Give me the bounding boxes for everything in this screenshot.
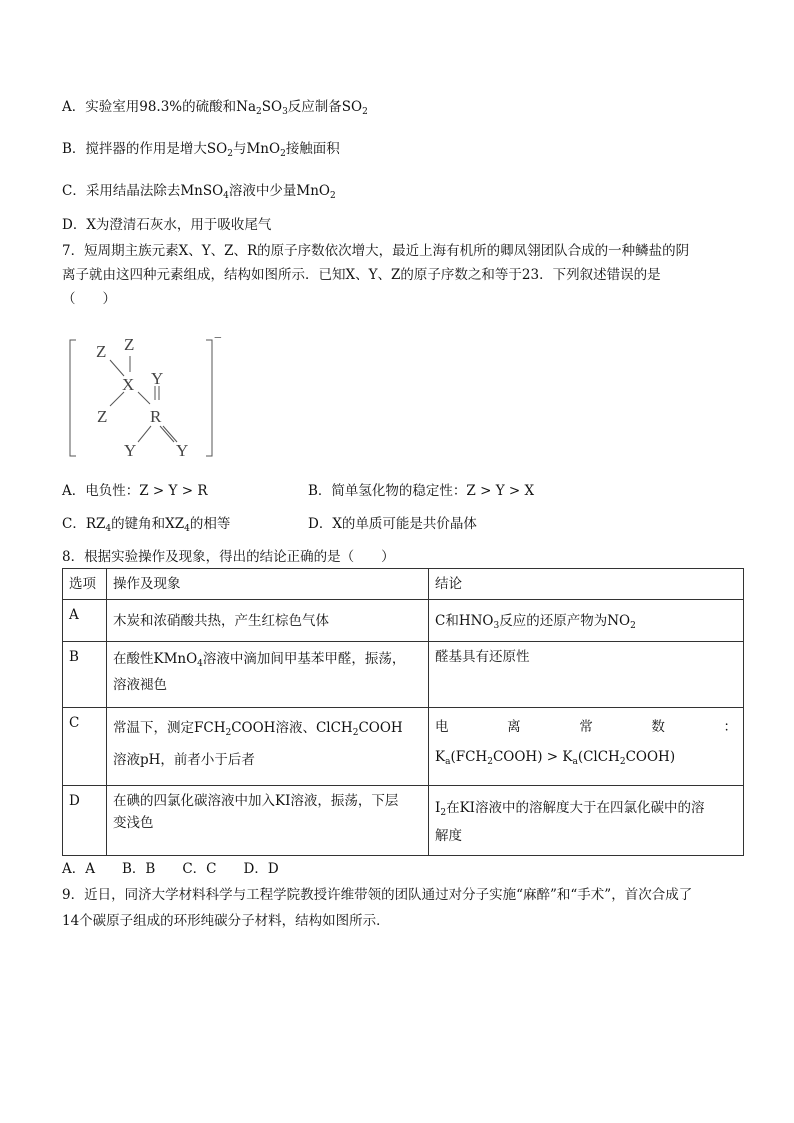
- q7-stem-line3: （ ）: [62, 291, 116, 307]
- table-row: [63, 600, 744, 642]
- struct-atom-z2: Z: [124, 335, 135, 354]
- q6-option-c: C．采用结晶法除去MnSO$_4$溶液中少量MnO$_2$: [62, 183, 336, 201]
- row-b-option: B: [63, 642, 107, 708]
- struct-atom-r: R: [150, 407, 162, 426]
- q7-option-c: C．$RZ_4$的键角和$XZ_4$的相等: [62, 516, 231, 534]
- struct-atom-y2: Y: [124, 441, 137, 460]
- q7-option-d: D．X的单质可能是共价晶体: [308, 516, 477, 532]
- row-d-operation: 在碘的四氯化碳溶液中加入KI溶液，振荡，下层 变浅色: [107, 786, 429, 856]
- q8-stem: 8．根据实验操作及现象，得出的结论正确的是（ ）: [62, 549, 395, 565]
- q9-stem-line2: 14个碳原子组成的环形纯碳分子材料，结构如图所示．: [62, 913, 390, 929]
- struct-atom-y3: Y: [176, 441, 189, 460]
- row-c-operation: 常温下，测定$FCH_2COOH$溶液、ClCH$_2$COOH 溶液pH，前者小于后者: [107, 708, 429, 786]
- q9-stem-line1: 9．近日，同济大学材料科学与工程学院教授许维带领的团队通过对分子实施“麻醉”和“手术”，首次合成了: [62, 887, 693, 903]
- row-c-option: C: [63, 708, 107, 786]
- struct-atom-y1: Y: [151, 369, 164, 388]
- q8-table: [62, 568, 744, 856]
- q6-option-a: A．实验室用98.3%的硫酸和$Na_2SO_3$反应制备$SO_2$: [62, 99, 368, 117]
- header-conclusion: 结论: [429, 569, 744, 600]
- q6-option-d: D．X为澄清石灰水，用于吸收尾气: [62, 217, 272, 233]
- q7-option-a: A．电负性：Z > Y > R: [62, 483, 208, 499]
- q7-stem-line1: 7．短周期主族元素X、Y、Z、R的原子序数依次增大，最近上海有机所的卿凤翎团队合成的一种鳞盐的阴: [62, 243, 690, 259]
- q7-option-b: B．简单氢化物的稳定性：Z > Y > X: [308, 483, 535, 499]
- row-d-conclusion: $I_2$在KI溶液中的溶解度大于在四氯化碳中的溶 解度: [429, 786, 744, 856]
- row-d-option: D: [63, 786, 107, 856]
- anion-structure-diagram: [66, 330, 236, 460]
- table-header-row: [63, 569, 744, 600]
- row-a-option: A: [63, 600, 107, 642]
- row-b-conclusion: 醛基具有还原性: [429, 642, 744, 708]
- struct-charge: −: [214, 331, 222, 346]
- table-row: [63, 642, 744, 708]
- table-row: [63, 708, 744, 786]
- table-row: [63, 786, 744, 856]
- row-b-operation: 在酸性KMnO$_4$溶液中滴加间甲基苯甲醛，振荡， 溶液褪色: [107, 642, 429, 708]
- header-operation: 操作及现象: [107, 569, 429, 600]
- row-c-conclusion: 电 离 常 数 ： $K_a(FCH_2COOH)$ > $K_a(ClCH_2COOH)$: [429, 708, 744, 786]
- struct-atom-z3: Z: [97, 407, 108, 426]
- row-a-operation: 木炭和浓硝酸共热，产生红棕色气体: [107, 600, 429, 642]
- struct-atom-z1: Z: [96, 342, 107, 361]
- row-a-conclusion: C和$HNO_3$反应的还原产物为$NO_2$: [429, 600, 744, 642]
- struct-atom-x: X: [122, 375, 135, 394]
- q6-option-b: B．搅拌器的作用是增大$SO_2$与MnO$_2$接触面积: [62, 141, 340, 159]
- header-option: 选项: [63, 569, 107, 600]
- q8-answer-options: A．A B．B C．C D．D: [62, 861, 279, 877]
- q7-stem-line2: 离子就由这四种元素组成，结构如图所示．已知X、Y、Z的原子序数之和等于23．下列叙述错误的是: [62, 267, 661, 283]
